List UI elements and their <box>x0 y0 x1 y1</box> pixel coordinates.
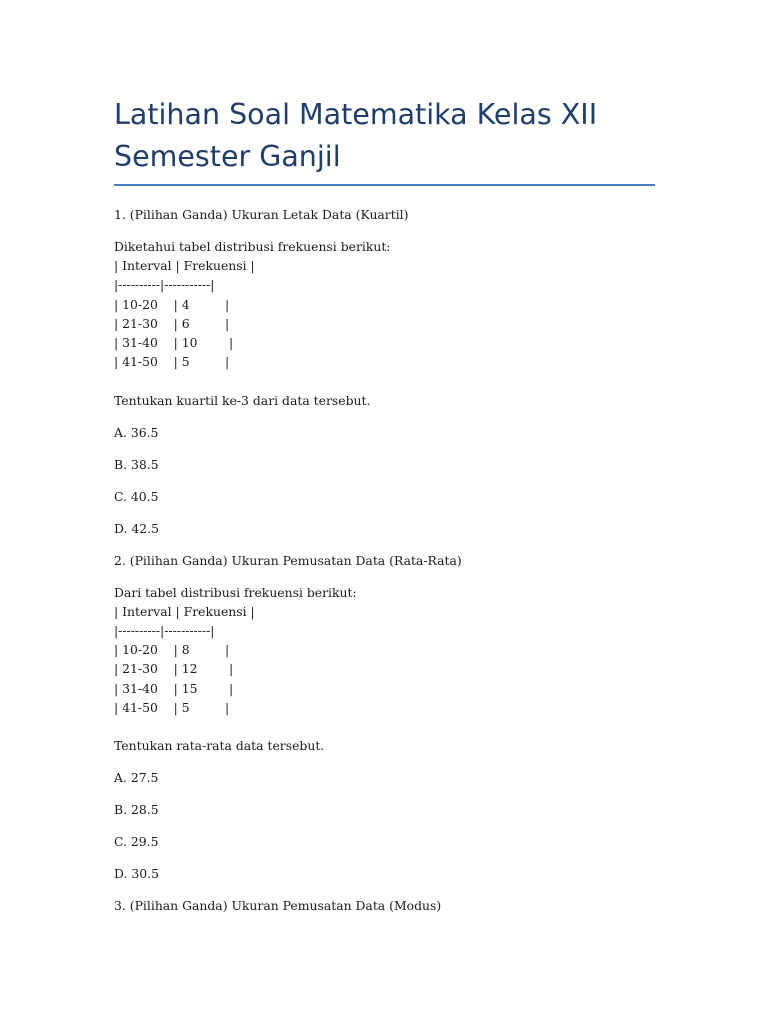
question-1-table <box>114 256 655 371</box>
table-line: | 31-40 | 10 | <box>114 335 234 351</box>
title-line-2: Semester Ganjil <box>114 140 341 173</box>
table-line: | 10-20 | 4 | <box>114 296 230 312</box>
question-3-heading: 3. (Pilihan Ganda) Ukuran Pemusatan Data (Modus) <box>114 898 442 914</box>
question-1-option-d: D. 42.5 <box>114 520 159 536</box>
question-2-prompt: Tentukan rata-rata data tersebut. <box>114 738 325 754</box>
table-line: | Interval | Frekuensi | <box>114 258 255 274</box>
title-line-1: Latihan Soal Matematika Kelas XII <box>114 98 598 131</box>
question-1-option-a: A. 36.5 <box>114 424 159 440</box>
table-line: |----------|-----------| <box>114 623 215 639</box>
document-title <box>114 94 655 178</box>
question-2-option-d: D. 30.5 <box>114 866 159 882</box>
question-1-prompt: Tentukan kuartil ke-3 dari data tersebut. <box>114 392 371 408</box>
table-line: | 21-30 | 12 | <box>114 661 234 677</box>
question-2-intro: Dari tabel distribusi frekuensi berikut: <box>114 584 357 600</box>
table-line: | 41-50 | 5 | <box>114 699 230 715</box>
question-1-heading: 1. (Pilihan Ganda) Ukuran Letak Data (Kuartil) <box>114 207 409 222</box>
question-1-option-c: C. 40.5 <box>114 488 159 504</box>
question-2-heading: 2. (Pilihan Ganda) Ukuran Pemusatan Data (Rata-Rata) <box>114 552 462 568</box>
table-line: | 31-40 | 15 | <box>114 680 234 696</box>
table-line: | 41-50 | 5 | <box>114 354 230 370</box>
question-2-option-c: C. 29.5 <box>114 834 159 850</box>
table-line: |----------|-----------| <box>114 277 215 293</box>
document-body <box>114 205 655 915</box>
question-2-table <box>114 602 655 717</box>
table-line: | Interval | Frekuensi | <box>114 603 255 619</box>
question-1-intro: Diketahui tabel distribusi frekuensi berikut: <box>114 239 391 254</box>
question-2-option-a: A. 27.5 <box>114 770 159 786</box>
table-line: | 21-30 | 6 | <box>114 315 230 331</box>
question-2-option-b: B. 28.5 <box>114 802 159 818</box>
title-underline <box>114 184 655 186</box>
table-line: | 10-20 | 8 | <box>114 642 230 658</box>
document-page <box>114 94 655 915</box>
question-1-option-b: B. 38.5 <box>114 456 159 472</box>
